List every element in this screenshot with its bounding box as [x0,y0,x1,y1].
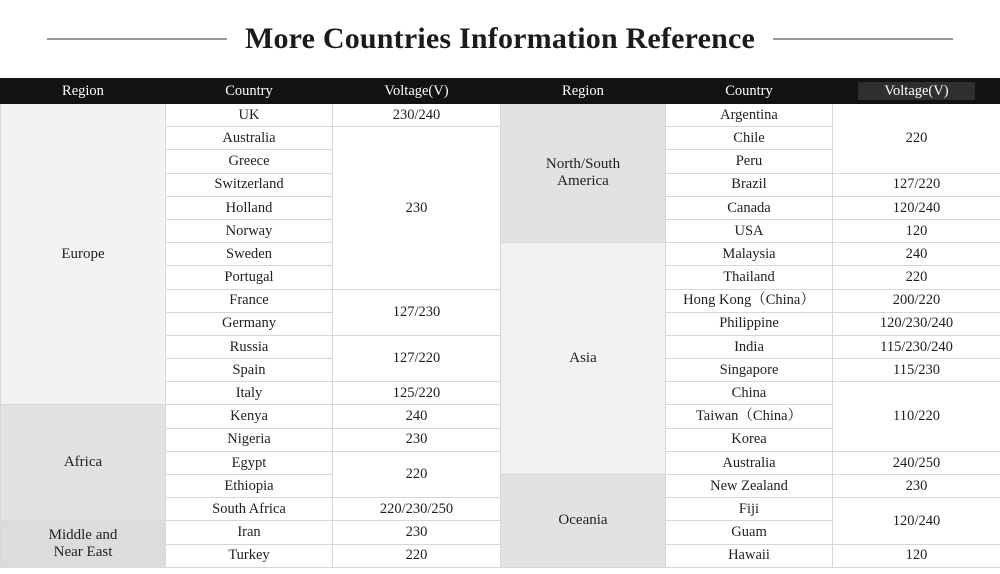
country-cell-right: Singapore [666,359,833,382]
country-cell-left: UK [166,104,333,127]
voltage-cell-left: 230 [333,127,501,289]
region-cell-right: Asia [501,243,666,475]
voltage-cell-right: 240/250 [833,451,1000,474]
voltage-cell-right: 127/220 [833,173,1000,196]
voltage-cell-right: 230 [833,475,1000,498]
region-cell-left: Europe [1,104,166,405]
country-cell-left: Spain [166,359,333,382]
voltage-cell-right: 200/220 [833,289,1000,312]
country-cell-left: Australia [166,127,333,150]
country-cell-right: China [666,382,833,405]
country-cell-left: Turkey [166,544,333,567]
header-voltage-right-label: Voltage(V) [858,82,974,101]
country-cell-right: Fiji [666,498,833,521]
country-cell-left: Iran [166,521,333,544]
voltage-cell-right: 120 [833,219,1000,242]
region-cell-right: North/South America [501,104,666,243]
country-cell-left: Portugal [166,266,333,289]
country-cell-right: Korea [666,428,833,451]
voltage-cell-right: 115/230 [833,359,1000,382]
country-cell-right: Brazil [666,173,833,196]
country-cell-left: South Africa [166,498,333,521]
country-cell-right: Hawaii [666,544,833,567]
country-cell-right: Malaysia [666,243,833,266]
voltage-cell-right: 220 [833,266,1000,289]
country-cell-left: Germany [166,312,333,335]
voltage-cell-left: 220/230/250 [333,498,501,521]
voltage-cell-left: 127/220 [333,335,501,381]
country-cell-left: Greece [166,150,333,173]
country-cell-right: USA [666,219,833,242]
voltage-cell-right: 120/240 [833,498,1000,544]
country-cell-left: Ethiopia [166,475,333,498]
country-cell-left: Kenya [166,405,333,428]
header-voltage-right [833,79,1000,104]
country-cell-right: Argentina [666,104,833,127]
country-cell-left: Norway [166,219,333,242]
voltage-cell-left: 230/240 [333,104,501,127]
country-cell-right: New Zealand [666,475,833,498]
country-cell-right: Thailand [666,266,833,289]
voltage-cell-right: 120/240 [833,196,1000,219]
voltage-cell-right: 240 [833,243,1000,266]
page-title: More Countries Information Reference [244,22,756,55]
country-cell-left: Italy [166,382,333,405]
header-country-right: Country [666,79,833,104]
region-cell-left: Africa [1,405,166,521]
table-header-row [1,79,1000,104]
region-cell-right: Oceania [501,475,666,568]
country-cell-right: Philippine [666,312,833,335]
page-title-row [0,0,1000,78]
voltage-cell-left: 127/230 [333,289,501,335]
country-cell-left: Sweden [166,243,333,266]
voltage-cell-left: 240 [333,405,501,428]
header-region-right: Region [501,79,666,104]
country-cell-left: Russia [166,335,333,358]
country-cell-right: Hong Kong（China） [666,289,833,312]
voltage-cell-left: 230 [333,428,501,451]
country-cell-right: Australia [666,451,833,474]
country-cell-left: Nigeria [166,428,333,451]
voltage-cell-left: 230 [333,521,501,544]
header-country-left: Country [166,79,333,104]
region-cell-left: Middle and Near East [1,521,166,567]
header-voltage-left: Voltage(V) [333,79,501,104]
voltage-cell-left: 220 [333,544,501,567]
country-cell-left: France [166,289,333,312]
voltage-cell-left: 220 [333,451,501,497]
table-body [1,104,1000,568]
country-cell-right: Chile [666,127,833,150]
country-cell-left: Switzerland [166,173,333,196]
header-region-left: Region [1,79,166,104]
country-cell-right: Peru [666,150,833,173]
title-rule-right [773,38,953,40]
voltage-cell-left: 125/220 [333,382,501,405]
voltage-cell-right: 220 [833,104,1000,174]
title-rule-left [47,38,227,40]
countries-voltage-table [0,78,1000,568]
voltage-cell-right: 120 [833,544,1000,567]
country-cell-right: Guam [666,521,833,544]
table-row [1,104,1000,127]
country-cell-left: Holland [166,196,333,219]
country-cell-right: Canada [666,196,833,219]
voltage-cell-right: 120/230/240 [833,312,1000,335]
voltage-cell-right: 110/220 [833,382,1000,452]
voltage-cell-right: 115/230/240 [833,335,1000,358]
country-cell-left: Egypt [166,451,333,474]
country-cell-right: India [666,335,833,358]
country-cell-right: Taiwan（China） [666,405,833,428]
